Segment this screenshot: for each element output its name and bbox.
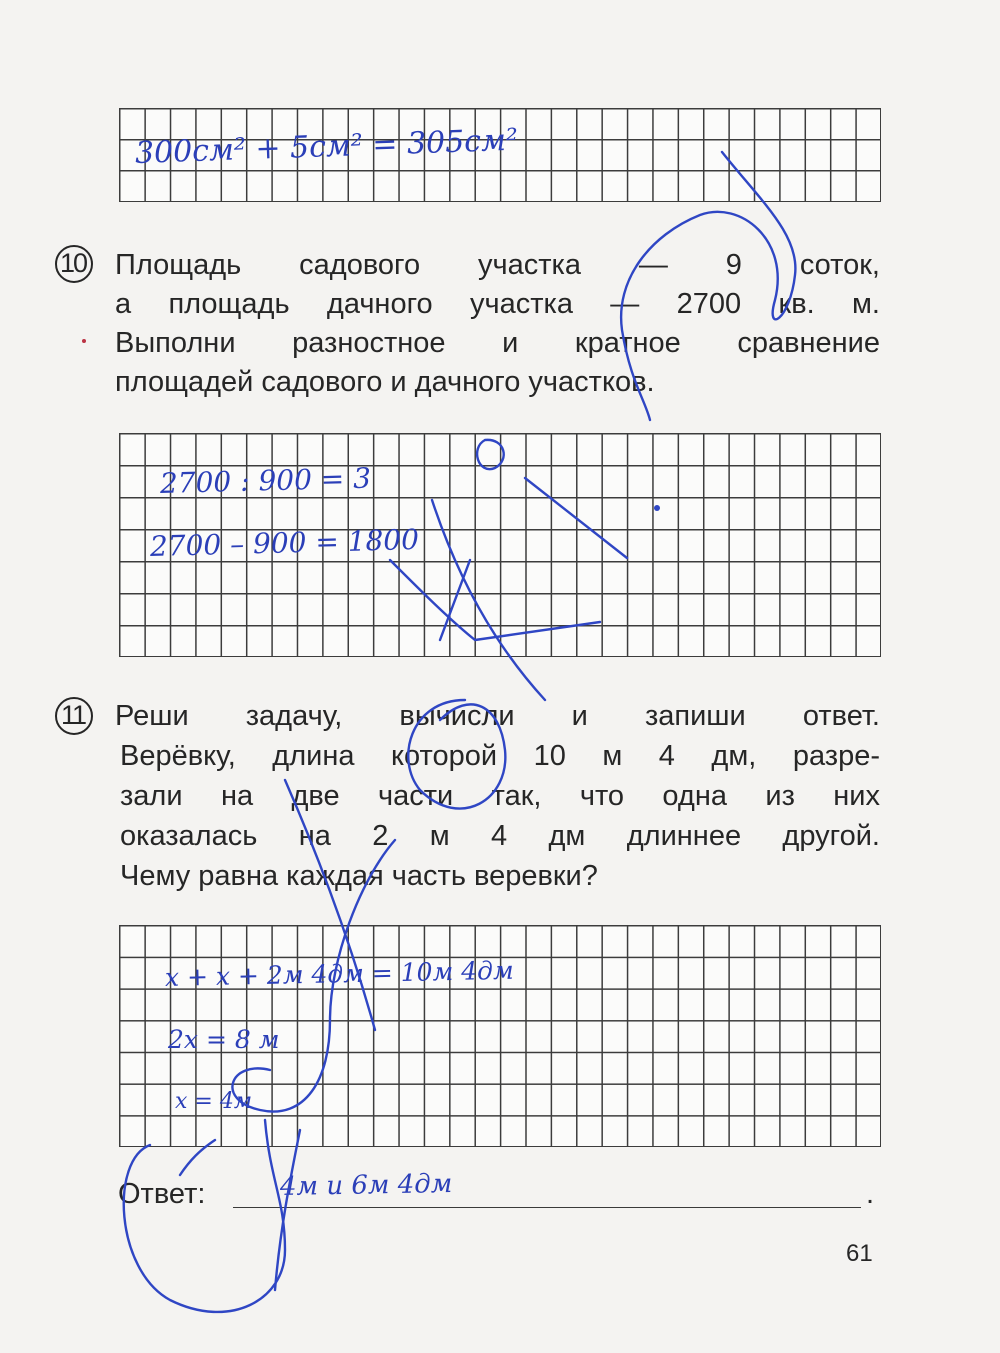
page-number: 61 [846, 1240, 873, 1267]
answer-period: . [866, 1178, 875, 1210]
scribble-stroke-mid [525, 478, 627, 558]
handwritten-equation-2: 2x = 8 м [168, 1025, 280, 1054]
task10-line-4: площадей садового и дачного участков. [115, 366, 655, 398]
scribble-stroke-cross [390, 560, 600, 640]
task11-line-2: Верёвку, длина которой 10 м 4 дм, разре- [120, 740, 880, 772]
task11-line-5: Чему равна каждая часть веревки? [120, 860, 598, 892]
scribble-stroke-x [440, 560, 470, 640]
task-number-10: 10 [55, 245, 93, 283]
handwritten-answer: 4м и 6м 4дм [279, 1168, 453, 1202]
handwritten-division: 2700 : 900 = 3 [159, 461, 372, 500]
task11-line-3: зали на две части так, что одна из них [120, 780, 880, 812]
task11-line-4: оказалась на 2 м 4 дм длиннее другой. [120, 820, 880, 852]
scribble-stroke-under [180, 1140, 215, 1175]
task10-line-1: Площадь садового участка — 9 соток, [115, 249, 880, 281]
scribble-stroke-diag [285, 780, 375, 1030]
scribble-oval-big [408, 700, 505, 809]
answer-label: Ответ: [118, 1178, 206, 1210]
scribble-loop-top [621, 152, 795, 420]
task-number-11: 11 [55, 697, 93, 735]
scribble-circle-small [477, 440, 504, 469]
handwritten-equation-1: x + x + 2м 4дм = 10м 4дм [164, 955, 514, 992]
task10-line-3: Выполни разностное и кратное сравнение [115, 327, 880, 359]
scribble-hook [232, 840, 395, 1112]
ink-dot-blue [654, 505, 660, 511]
task10-line-2: а площадь дачного участка — 2700 кв. м. [115, 288, 880, 320]
scribble-stroke-long [432, 500, 545, 700]
handwritten-subtraction: 2700 – 900 = 1800 [149, 522, 420, 563]
task11-line-1: Реши задачу, вычисли и запиши ответ. [115, 700, 880, 732]
scribble-stroke-lower [275, 1130, 300, 1290]
handwritten-equation-3: x = 4м [175, 1089, 253, 1114]
handwritten-top-equation: 300см² + 5см² = 305см² [134, 122, 519, 171]
